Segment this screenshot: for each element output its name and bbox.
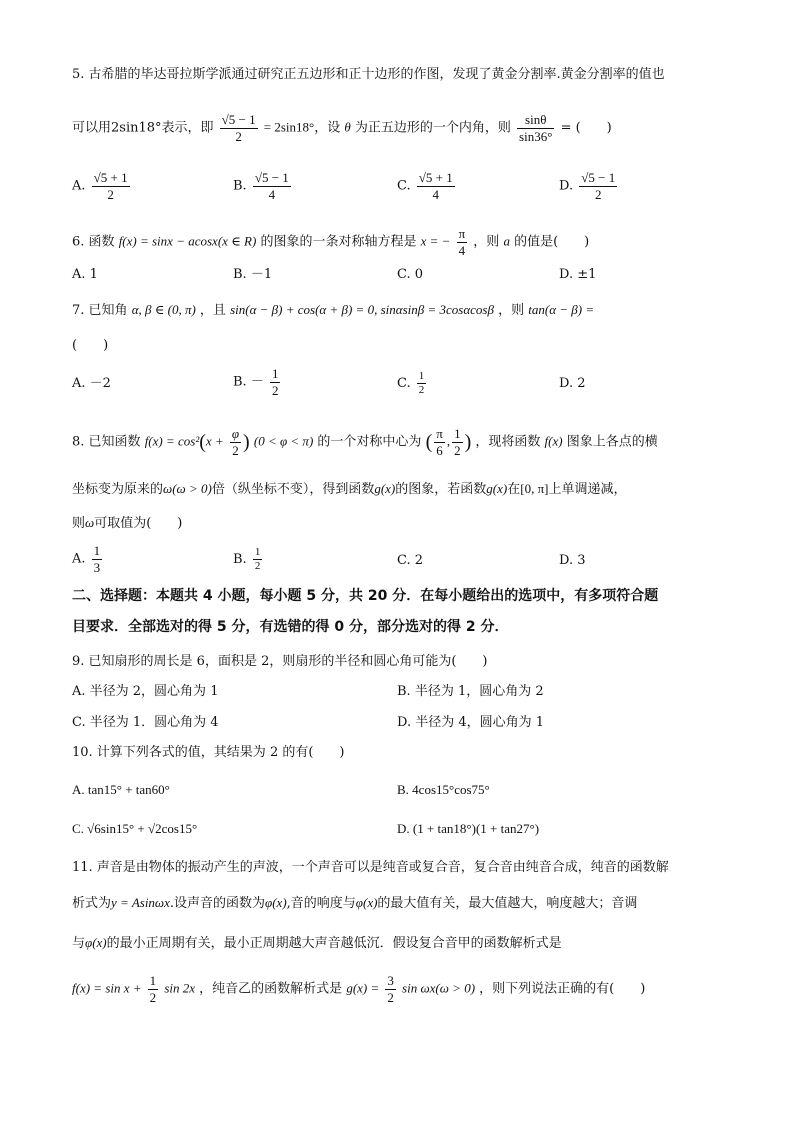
q5-option-a-label: A.	[72, 178, 86, 194]
q5-text-b: = 2sin18°，设	[263, 119, 341, 135]
q9-option-c[interactable]: C. 半径为 1．圆心角为 4	[72, 715, 219, 730]
q8-gx: g(x)	[374, 481, 396, 496]
q11-f-def: f(x) = sin x +	[72, 980, 142, 996]
q5-option-d-num: √5 − 1	[581, 170, 616, 185]
q6-text-a: 6. 函数	[72, 234, 115, 250]
q5-option-d-den: 2	[594, 186, 602, 202]
q8-line2	[72, 482, 626, 496]
q11-phi-3: φ(x)	[85, 935, 107, 950]
q8-frac1-den: 2	[232, 442, 239, 458]
q11-frac1-den: 2	[149, 989, 157, 1005]
q5-ratio-num: sinθ	[517, 112, 554, 129]
q7-line1	[72, 303, 594, 317]
q8-frac2-num: π	[436, 426, 443, 441]
q6-text-e: ，则	[473, 234, 500, 250]
q5-line1: 5. 古希腊的毕达哥拉斯学派通过研究正五边形和正十边形的作图，发现了黄金分割率.黄金分割率的值也	[72, 67, 665, 82]
q8-option-a-num: 1	[93, 543, 101, 558]
q7-text-c: ，且	[199, 303, 226, 318]
q11-l4-f: ，则下列说法正确的有( )	[479, 981, 646, 997]
q5-text-d: 为正五边形的一个内角，则	[354, 120, 511, 136]
q8-l2-c: 倍（纵坐标不变），得到函数	[211, 482, 375, 497]
q11-l2-e: ,音的响度与	[286, 896, 356, 911]
q8-option-b-label: B.	[233, 552, 247, 568]
q8-interval: [0, π]	[520, 481, 549, 496]
q7-option-a[interactable]: A. －2	[72, 376, 111, 391]
q5-option-c-den: 4	[432, 186, 439, 202]
q8-text-f: ，现将函数	[475, 434, 541, 450]
q11-line1: 11. 声音是由物体的振动产生的声波，一个声音可以是纯音或复合音，复合音由纯音合成，纯音的函数解	[72, 860, 669, 875]
q10-option-a[interactable]: A. tan15° + tan60°	[72, 782, 170, 797]
q11-sin2x: sin 2x	[164, 980, 196, 996]
q8-frac3-num: 1	[454, 426, 461, 441]
q5-option-a-num: √5 + 1	[93, 170, 128, 185]
q8-line3	[72, 516, 182, 530]
q5-golden-den: 2	[235, 128, 242, 144]
q5-option-c-label: C.	[397, 178, 411, 194]
q11-frac2-den: 2	[387, 989, 394, 1005]
q8-text-e: 的一个对称中心为	[317, 434, 422, 450]
q8-arg: x +	[205, 433, 224, 449]
q11-line3	[72, 936, 562, 950]
q5-ratio-den: sin36°	[519, 128, 553, 144]
q11-l3-c: 的最小正周期有关，最小正周期越大声音越低沉．假设复合音甲的函数解析式是	[106, 936, 562, 951]
q8-option-b-num: 1	[253, 546, 263, 560]
q5-option-c[interactable]	[397, 170, 457, 202]
q11-line2	[72, 896, 637, 910]
q6-var-a: a	[503, 233, 510, 249]
q10-option-d[interactable]: D. (1 + tan18°)(1 + tan27°)	[397, 821, 540, 836]
q9-stem: 9. 已知扇形的周长是 6，面积是 2，则扇形的半径和圆心角可能为( )	[72, 654, 488, 669]
q8-range: (0 < φ < π)	[253, 433, 314, 449]
q7-option-b[interactable]	[233, 366, 282, 398]
q8-l3-a: 则	[72, 516, 86, 531]
q8-option-c[interactable]: C. 2	[397, 553, 424, 568]
q8-frac2-den: 6	[436, 442, 443, 458]
q7-target: tan(α − β) =	[528, 302, 595, 317]
q6-frac-num: π	[458, 226, 466, 241]
q11-line4	[72, 973, 645, 1005]
q5-option-b-label: B.	[233, 178, 247, 194]
q8-option-b[interactable]	[233, 546, 264, 573]
q7-option-b-num: 1	[271, 366, 279, 381]
q5-option-b[interactable]	[233, 170, 293, 202]
q8-point-lparen: (	[425, 431, 433, 454]
q10-option-b[interactable]: B. 4cos15°cos75°	[397, 782, 490, 797]
q11-frac1-num: 1	[149, 973, 157, 988]
q6-stem	[72, 226, 589, 258]
q11-l2-a: 析式为	[72, 896, 112, 911]
q8-lparen: (	[199, 431, 206, 454]
q6-function: f(x) = sinx − acosx(x ∈ R)	[118, 233, 257, 249]
q7-angles: α, β ∈ (0, π)	[131, 302, 196, 317]
q7-option-d[interactable]: D. 2	[559, 376, 586, 391]
q8-frac1-num: φ	[231, 426, 240, 441]
q6-axis: x = −	[420, 233, 451, 249]
q5-option-b-den: 4	[268, 186, 276, 202]
q5-option-a[interactable]	[72, 170, 132, 202]
q7-option-b-den: 2	[271, 382, 279, 398]
q8-text-a: 8. 已知函数	[72, 434, 141, 450]
q11-g-def: g(x) =	[346, 980, 380, 996]
q8-fx: f(x)	[544, 433, 563, 449]
q9-option-b[interactable]: B. 半径为 1，圆心角为 2	[397, 684, 544, 699]
q7-line2: ( )	[72, 338, 109, 353]
q10-stem: 10. 计算下列各式的值，其结果为 2 的有( )	[72, 745, 345, 760]
q8-point-rparen: )	[464, 431, 472, 454]
q7-option-b-label: B. －	[233, 374, 264, 390]
q5-text-a: 可以用2sin18°表示，即	[72, 120, 214, 136]
q6-option-b[interactable]: B. －1	[233, 267, 273, 282]
q11-pure-tone: y = Asinωx	[111, 895, 170, 910]
q11-frac2-num: 3	[387, 973, 394, 988]
q8-text-h: 图象上各点的横	[566, 434, 658, 450]
q9-option-d[interactable]: D. 半径为 4，圆心角为 1	[397, 715, 545, 730]
q7-text-e: ，则	[498, 303, 525, 318]
q5-option-d-label: D.	[559, 178, 574, 194]
q8-option-a[interactable]	[72, 543, 104, 575]
q8-l2-i: 上单调递减，	[548, 482, 627, 497]
section-2-heading: 二、选择题：本题共 4 小题，每小题 5 分，共 20 分．在每小题给出的选项中，有多项符合题	[72, 588, 659, 604]
q7-option-c-num: 1	[417, 370, 427, 384]
q8-l2-a: 坐标变为原来的	[72, 482, 164, 497]
q7-condition: sin(α − β) + cos(α + β) = 0, sinαsinβ = 3cosαcosβ	[230, 302, 494, 317]
q5-ratio-fraction	[517, 112, 554, 144]
q8-omega: ω(ω > 0)	[163, 481, 212, 496]
q11-phi-1: φ(x)	[265, 895, 287, 910]
q6-option-c[interactable]: C. 0	[397, 267, 424, 282]
q7-option-c-label: C.	[397, 376, 411, 392]
q5-golden-num: √5 − 1	[221, 112, 256, 127]
q8-l2-g: 在	[507, 482, 521, 497]
q11-l2-g: 的最大值有关，最大值越大，响度越大；音调	[377, 896, 638, 911]
section-2-heading-cont: 目要求．全部选对的得 5 分，有选错的得 0 分，部分选对的得 2 分．	[72, 619, 509, 635]
q6-option-d[interactable]: D. ±1	[559, 267, 597, 282]
q7-text-a: 7. 已知角	[72, 303, 128, 318]
q11-sinwx: sin ωx(ω > 0)	[402, 980, 476, 996]
q11-l3-a: 与	[72, 936, 86, 951]
q11-l2-c: .设声音的函数为	[169, 896, 266, 911]
q5-option-c-num: √5 + 1	[418, 170, 453, 185]
q8-option-b-den: 2	[254, 560, 261, 573]
q7-option-c[interactable]	[397, 370, 428, 397]
q5-theta: θ	[344, 119, 351, 135]
q5-option-a-den: 2	[107, 186, 114, 202]
q8-l2-e: 的图象，若函数	[395, 482, 487, 497]
q5-option-d[interactable]	[559, 170, 619, 202]
q8-comma: ,	[446, 433, 451, 449]
q5-option-b-num: √5 − 1	[254, 170, 289, 185]
q6-frac-den: 4	[458, 242, 466, 258]
q10-option-c[interactable]: C. √6sin15° + √2cos15°	[72, 821, 198, 836]
q8-frac3-den: 2	[454, 442, 461, 458]
q9-option-a[interactable]: A. 半径为 2，圆心角为 1	[72, 684, 219, 699]
q8-func: f(x) = cos²	[144, 433, 200, 449]
q8-line1	[72, 426, 658, 458]
q8-gx-2: g(x)	[486, 481, 508, 496]
q11-phi-2: φ(x)	[355, 895, 378, 910]
q5-line2	[72, 112, 612, 144]
q6-text-c: 的图象的一条对称轴方程是	[260, 234, 417, 250]
q7-option-c-den: 2	[418, 384, 425, 397]
q6-text-g: 的值是( )	[514, 234, 590, 250]
q8-option-d[interactable]: D. 3	[559, 553, 586, 568]
q8-rparen: )	[243, 431, 250, 454]
q8-option-a-den: 3	[93, 559, 101, 575]
q6-option-a[interactable]: A. 1	[72, 267, 98, 282]
q11-l4-c: ，纯音乙的函数解析式是	[199, 981, 343, 997]
q5-text-e: = ( )	[560, 120, 612, 136]
q8-l3-c: 可取值为( )	[94, 516, 183, 531]
q8-omega-2: ω	[85, 515, 95, 530]
q5-golden-fraction	[220, 112, 258, 144]
q8-option-a-label: A.	[72, 551, 86, 567]
